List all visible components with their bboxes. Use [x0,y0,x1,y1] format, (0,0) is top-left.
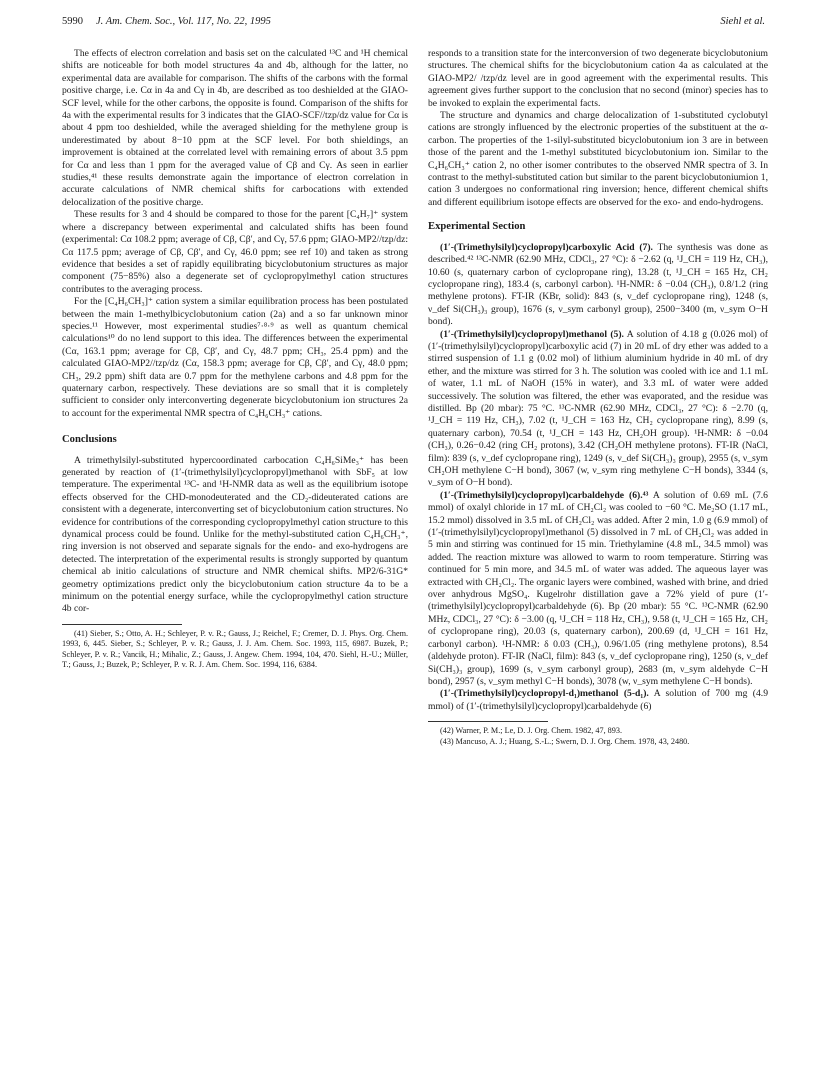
body-paragraph: For the [C₄H₆CH₃]⁺ cation system a similar equilibration process has been postulated between the main 1-methylbicyclobutonium cation (2a) and a so far unknown minor species.¹¹ However, most experimental studies⁷·⁸·⁹ as well as quantum chemical calculations¹⁰ do no lend support to this idea. The differences between the experimental (Cα, 163.1 ppm; average for Cβ, Cβ′, and Cγ, 48.7 ppm; CH₃, 25.4 ppm) and the calculated GIAO-MP2//tzp/dz (Cα, 158.3 ppm; average for Cβ, Cβ′, and Cγ, 48.0 ppm; CH₃, 29.2 ppm) shift data are 0.7 ppm for the methylene carbons and 4.8 ppm for the quaternary carbon, respectively. These deviations are so small that it is completely sufficient to consider only interconverting degenerate bicyclobutonium ion structures 2a to account for the experimental NMR spectra of C₄H₆CH₃⁺ cations. [62,296,408,419]
compound-text: A solution of 0.69 mL (7.6 mmol) of oxalyl chloride in 17 mL of CH₂Cl₂ was cooled to −60 °C. Me₂SO (1.17 mL, 15.2 mmol) dissolved in 3.5 mL of CH₂Cl₂ was added. After 2 min, 1.0 g (6.9 mmol) of (1′-(trimethylsilyl)cyclopropyl)methanol (5) dissolved in 7 mL of CH₂Cl₂ was added in 5 min and stirring was continued for 15 min. Triethylamine (4.8 mL, 34.5 mmol) was added. The reaction mixture was allowed to warm to room temperature. Stirring was continued for 5 min more, and 34.5 mL of water was added. The aqueous layer was extracted with CH₂Cl₂. The organic layers were combined, washed with brine, and dried over anhydrous MgSO₄. Kugelrohr distillation gave a 72% yield of pure (1′-(trimethylsilyl)cyclopropyl)carbaldehyde (6). Bp (20 mbar): 55 °C. ¹³C-NMR (62.90 MHz, CDCl₃, 27 °C): δ −3.00 (q, ¹J_CH = 118 Hz, CH₃), 9.58 (t, ¹J_CH = 165 Hz, CH₂ of cyclopropane ring), 20.03 (s, quaternary carbon), 200.69 (d, ¹J_CH = 161 Hz, carbonyl carbon). ¹H-NMR: δ 0.03 (CH₃), 0.96/1.05 (ring methylene protons), 8.54 (aldehyde proton). FT-IR (NaCl, film): 843 (s, ν_def cyclopropane ring), 1250 (s, ν_def Si(CH₃)₃ group), 1699 (s, ν_sym carbonyl group), 2683 (m, ν_sym aldehyde C−H bond), 2957 (s, ν_sym methyl C−H bonds), 3078 (w, ν_sym methylene C−H bonds). [428,489,768,687]
compound-name: (1′-(Trimethylsilyl)cyclopropyl)methanol (5). [440,328,624,340]
journal-citation: J. Am. Chem. Soc., Vol. 117, No. 22, 1995 [96,16,271,27]
compound-name: (1′-(Trimethylsilyl)cyclopropyl)carbaldehyde (6).⁴³ [440,489,649,501]
running-authors: Siehl et al. [720,16,765,27]
footnote-41: (41) Sieber, S.; Otto, A. H.; Schleyer, P. v. R.; Gauss, J.; Reichel, F.; Cremer, D. J. Phys. Org. Chem. 1993, 6, 445. Sieber, S.; Schleyer, P. v. R.; Gauss, J. J. Am. Chem. Soc. 1993, 115, 6987. Buzek, P.; Schleyer, P. v. R.; Vancik, H.; Mihalic, Z.; Gauss, J. Angew. Chem. 1994, 104, 470. Siehl, H.-U.; Müller, T.; Gauss, J.; Buzek, P.; Schleyer, P. v. R. J. Am. Chem. Soc. 1994, 116, 6384. [62,628,408,670]
compound-text: The synthesis was done as described.⁴² ¹³C-NMR (62.90 MHz, CDCl₃, 27 °C): δ −2.62 (q, ¹J_CH = 119 Hz, CH₃), 10.60 (s, quaternary carbon of cyclopropane ring), 13.28 (t, ¹J_CH = 165 Hz, CH₂ cyclopropane ring), 183.4 (s, carbonyl carbon). ¹H-NMR: δ −0.04 (CH₃), 0.8/1.2 (ring methylene protons). FT-IR (KBr, solid): 843 (s, ν_def cyclopropane ring), 1248 (s, ν_def Si(CH₃)₃ group), 1676 (s, ν_sym carbonyl group), 2500−3400 (m, ν_sym O−H bond). [428,241,768,328]
body-paragraph: The effects of electron correlation and basis set on the calculated ¹³C and ¹H chemical shifts are noticeable for both model structures 4a and 4b, although for the latter, no experimental data are available for comparison. The shifts of the carbons with the formal positive charge, i.e. Cα in 4a and Cγ in 4b, are described as too deshielded at the GIAO-SCF level, while for the other carbons, the opposite is found. Comparison of the shifts for 4a with the experimental results for 3 indicates that the GIAO-SCF//tzp/dz value for Cα is about 4 ppm too deshielded, while the averaged shielding for the methylene group is underestimated by about 8−10 ppm at the SCF level. For both shieldings, an improvement is obtained at the correlated level with remaining errors of about 3.5 ppm for Cα and less than 1 ppm for the averaged value of Cβ and Cγ. As seen in earlier studies,⁴¹ these results demonstrate again the importance of electron correlation in accurate calculations of NMR chemical shifts for carbocations with extended delocalization of the positive charge. [62,48,408,208]
right-column [428,48,768,747]
left-column [62,48,408,671]
footnote-43: (43) Mancuso, A. J.; Huang, S.-L.; Swern, D. J. Org. Chem. 1978, 43, 2480. [440,736,690,746]
compound-entry [428,242,768,329]
footnotes-left [62,629,408,671]
conclusions-heading: Conclusions [62,434,117,446]
compound-entry [428,329,768,490]
footnote-divider [428,721,548,722]
body-paragraph: responds to a transition state for the interconversion of two degenerate bicyclobutonium structures. The chemical shifts for the bicyclobutonium cation 4a as calculated at the GIAO-MP2/ /tzp/dz level are in good agreement with the experimental results. This agreement gives further support to the conclusion that no second (minor) species has to be invoked to explain the experimental facts. [428,48,768,109]
footnotes-right [428,726,768,747]
footnote-42: (42) Warner, P. M.; Le, D. J. Org. Chem. 1982, 47, 893. [440,726,623,736]
compound-name: (1′-(Trimethylsilyl)cyclopropyl-d₁)methanol (5-d₁). [440,688,649,700]
experimental-heading: Experimental Section [428,221,526,233]
compound-entry [428,490,768,689]
compound-name: (1′-(Trimethylsilyl)cyclopropyl)carboxylic Acid (7). [440,241,653,253]
conclusions-paragraph: A trimethylsilyl-substituted hypercoordinated carbocation C₄H₆SiMe₃⁺ has been generated by reaction of (1′-(trimethylsilyl)cyclopropyl)methanol with SbF₅ at low temperature. The experimental ¹³C- and ¹H-NMR data as well as the equilibrium isotope effects observed for the CHD-monodeuterated and the CD₂-dideuterated cations are consistent with a degenerate, interconverting set of bicyclobutonium cation structures. No evidence for contributions of the corresponding cyclopropylmethyl cation structure to this dynamical process could be found. Unlike for the methyl-substituted cation C₄H₆CH₃⁺, ring inversion is not observed and separate signals for the endo- and exo-hydrogens are detected. The interpretation of the experimental results is strongly supported by quantum chemical ab initio calculations of structure and NMR chemical shifts. MP2/6-31G* geometry optimizations predict only the bicyclobutonium cation structure 4a to be a minimum on the potential energy surface, while the cyclopropylmethyl cation structure 4b cor- [62,454,408,615]
footnote-divider [62,624,182,625]
body-paragraph: The structure and dynamics and charge delocalization of 1-substituted cyclobutyl cations are strongly influenced by the electronic properties of the substituent at the α-carbon. The properties of the 1-silyl-substituted bicyclobutonium ion 3 are in between those of the parent and the 1-methyl substituted bicyclobutonium ion. Similar to the C₄H₆CH₃⁺ cation 2, no other isomer contributes to the observed NMR spectra of 3. In contrast to the methyl-substituted cation but similar to the parent bicyclobutoniumion 1, cation 3 undergoes no conformational ring inversion; hence, different chemical shifts and different equilibrium isotope effects are observed for the exo- and endo-hydrogens. [428,110,768,208]
compound-text: A solution of 700 mg (4.9 mmol) of (1′-(trimethylsilyl)cyclopropyl)carbaldehyde (6) [428,688,768,712]
compound-entry [428,688,768,713]
body-paragraph: These results for 3 and 4 should be compared to those for the parent [C₄H₇]⁺ system where a discrepancy between experimental and calculated shifts has been found (experimental: Cα 108.2 ppm; average of Cβ, Cβ′, and Cγ, 57.6 ppm; GIAO-MP2//tzp/dz: Cα 117.5 ppm; average of Cβ, Cβ′, and Cγ, 46.0 ppm; see ref 10) and taken as strong evidence that besides a set of rapidly equilibrating bicyclobutonium structures as major component (75−85%) also a degenerate set of cyclopropylmethyl cation structures contributes to the averaging process. [62,209,408,295]
page-number: 5990 [62,16,83,27]
running-header [62,16,765,32]
compound-text: A solution of 4.18 g (0.026 mol) of (1′-(trimethylsilyl)cyclopropyl)carboxylic acid (7) in 20 mL of dry ether was added to a stirred suspension of 1.1 g (0.02 mol) of lithium aluminium hydride in 40 mL of dry ether, and the mixture was stirred for 3 h. The solution was cooled with ice and 1.1 mL of water, 1.1 mL of NaOH (15% in water), and 3.3 mL of water were added successively. The solution was filtered, the ether was evaporated, and the residue was distilled. Bp (20 mbar): 75 °C. ¹³C-NMR (62.90 MHz, CDCl₃, 27 °C): δ −2.70 (q, ¹J_CH = 119 Hz, CH₃), 7.02 (t, ¹J_CH = 163 Hz, CH₂ cyclopropane ring), 8.99 (s, quaternary carbon), 70.54 (t, ¹J_CH = 143 Hz, CH₂OH group). ¹H-NMR: δ −0.04 (CH₃), 0.26−0.42 (ring CH₂ protons), 3.42 (CH₂OH methylene protons). FT-IR (NaCl, film): 839 (s, ν_def cyclopropane ring), 1249 (s, ν_def Si(CH₃)₃ group), 2955 (s, ν_sym CH₂OH methylene C−H bond), 3067 (w, ν_sym ring methylene C−H bonds), 3344 (s, ν_sym of O−H bond). [428,328,768,489]
